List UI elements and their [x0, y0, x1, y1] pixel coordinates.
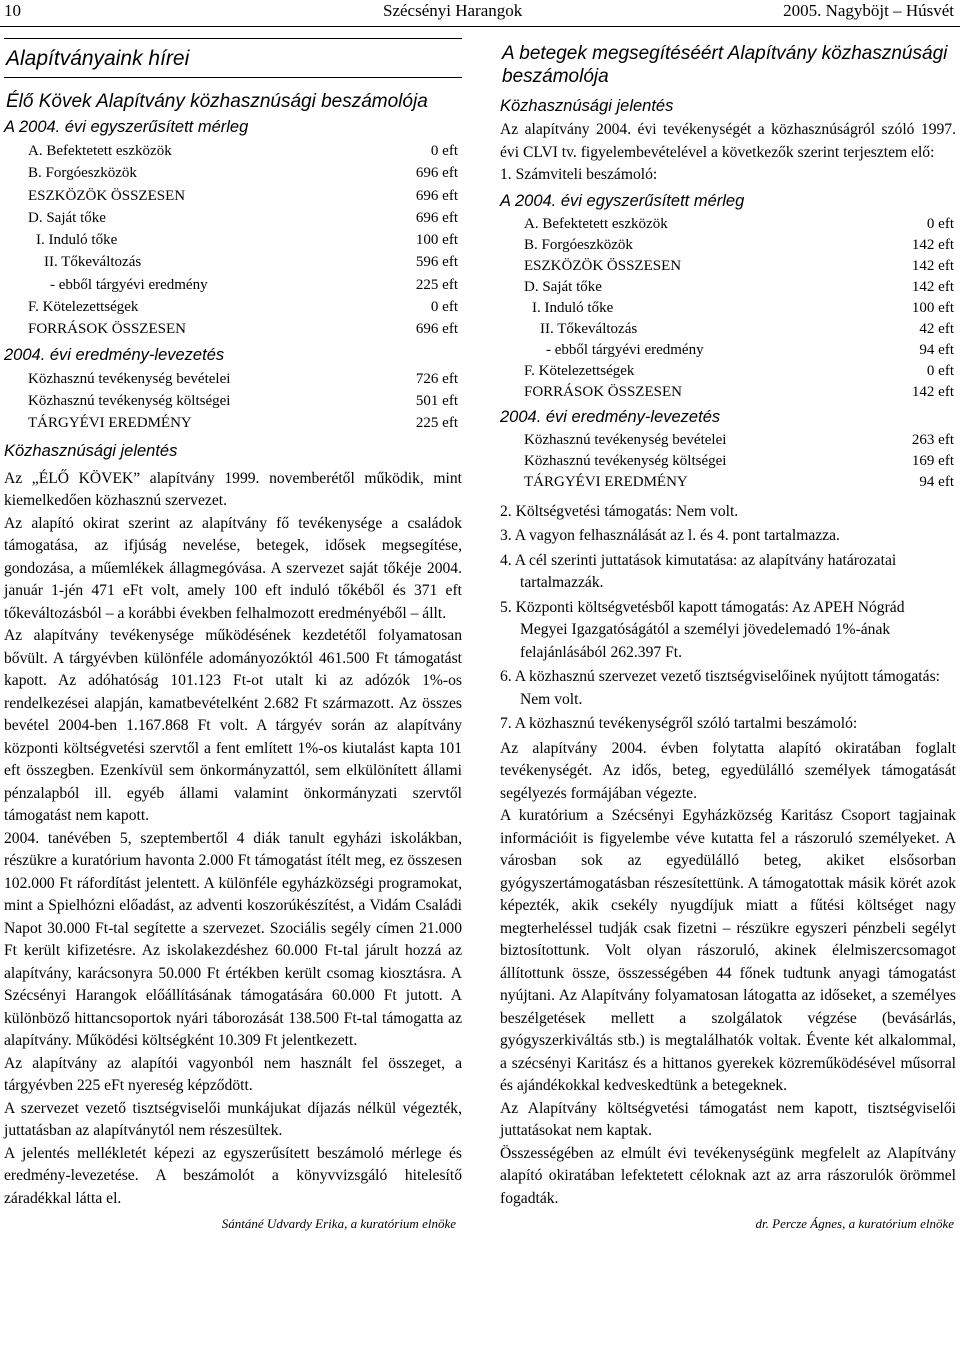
report-heading: Közhasznúsági jelentés [500, 97, 674, 115]
row-value: 0 eft [926, 362, 954, 379]
paragraph: Az alapítvány az alapítói vagyonból nem használt fel összeget, a tárgyévben 225 eFt nyereség képződött. [4, 1054, 462, 1095]
row-value: 225 eft [415, 415, 458, 432]
balance-table [524, 214, 954, 403]
table-row [28, 162, 458, 184]
signature: Sántáné Udvardy Erika, a kuratórium elnöke [221, 1216, 456, 1232]
paragraph: A kuratórium a Szécsényi Egyházközség Karitász Csoport tagjainak információit is figyelembe véve kutatta fel a rászoruló személyeket. A városban sok az egyedülálló beteg, akiket elsősorban gyógyszertámogatásban részesítettünk. A támogatottak másik körét azok képezték, akik csekély nyugdíjuk miatt a fűtési költséget nagy megterheléssel tudják csak fizetni – részükre egyszeri pénzbeli segélyt biztosítottunk. Volt olyan rászoruló, akinek élelmiszercsomagot állítottunk össze, összességében 44 főnek tudtunk anyagi támogatást nyújtani. Az Alapítvány folyamatosan látogatta az időseket, a személyes beszélgetések mellett a szolgálatok végzése (bevásárlás, gyógyszerkiváltás stb.) is megtalálhatók voltak. Évente két alkalommal, a szécsényi Karitász és a hittanos gyerekek közreműködésével műsorral és ajándékokkal kedveskedtünk a betegeknek. [500, 807, 956, 1094]
left-column [4, 30, 462, 1232]
row-label: ESZKÖZÖK ÖSSZESEN [524, 257, 682, 274]
row-value: 696 eft [415, 187, 458, 204]
row-label: TÁRGYÉVI EREDMÉNY [28, 415, 192, 432]
list-item: 7. A közhasznú tevékenységről szóló tartalmi beszámoló: [500, 715, 858, 732]
section-title: Alapítványaink hírei [4, 38, 462, 78]
table-row [524, 256, 954, 277]
row-label: I. Induló tőke [36, 232, 118, 249]
row-value: 0 eft [926, 215, 954, 232]
list-item: 3. A vagyon felhasználását az l. és 4. pont tartalmazza. [500, 527, 840, 544]
table-row [524, 430, 954, 451]
table-row [28, 412, 458, 434]
table-row [524, 319, 954, 340]
row-value: 696 eft [415, 321, 458, 338]
row-label: B. Forgóeszközök [524, 236, 633, 253]
income-table [28, 368, 458, 435]
publication-title: Szécsényi Harangok [383, 1, 523, 20]
balance-table [28, 140, 458, 341]
table-row [28, 251, 458, 273]
page-header [0, 0, 960, 26]
row-value: 142 eft [911, 236, 954, 253]
row-label: II. Tőkeváltozás [44, 254, 142, 271]
report-heading: Közhasznúsági jelentés [4, 441, 178, 460]
paragraph: Az alapító okirat szerint az alapítvány fő tevékenysége a családok támogatása, az ifjúság nevelése, betegek, idősek megsegítése, gondozása, a műemlékek állagmegóvása. A szervezet saját tőkéje 2004. január 1-jén 471 eFt volt, amely 100 eft induló tőkéből és 371 eft tőkeváltozásból – a korábbi években felhalmozott eredményéből – állt. [4, 514, 462, 622]
row-label: I. Induló tőke [532, 299, 614, 316]
issue-label: 2005. Nagyböjt – Húsvét [783, 1, 954, 20]
row-label: TÁRGYÉVI EREDMÉNY [524, 473, 688, 490]
article-body [500, 738, 956, 1211]
row-label: FORRÁSOK ÖSSZESEN [524, 383, 682, 400]
paragraph: Az alapítvány tevékenysége működésének kezdetétől folyamatosan bővült. A tárgyévben különféle adományozóktól 461.500 Ft támogatást kapott. Az adóhatóság 101.123 Ft-ot utalt ki az adózók 1%-os rendelkezései alapján, kamatbevételként 2.682 Ft származott. Az összes bevétel 2004-ben 1.167.868 Ft volt. A tárgyév során az alapítvány központi költségvetési szervtől a fent említett 1%-os kiutalást kapta 101 eft összegben. Ezenkívül sem önkormányzattól, sem elkülönített állami pénzalapból ill. egyéb állami valamint önkormányzati szervtől támogatást nem kapott. [4, 627, 462, 825]
balance-heading: A 2004. évi egyszerűsített mérleg [500, 191, 745, 210]
row-label: F. Kötelezettségek [524, 362, 635, 379]
table-row [524, 340, 954, 361]
list-item: 5. Központi költségvetésből kapott támogatás: Az APEH Nógrád Megyei Igazgatóságától a személyi jövedelemadó 1%-ának felajánlásából 262.397 Ft. [500, 598, 905, 661]
list-item: 4. A cél szerinti juttatások kimutatása: az alapítvány határozatai tartalmazzák. [500, 551, 897, 591]
table-row [524, 277, 954, 298]
row-value: 726 eft [415, 370, 458, 387]
table-row [524, 214, 954, 235]
list-item: 2. Költségvetési támogatás: Nem volt. [500, 502, 739, 520]
paragraph: Az Alapítvány költségvetési támogatást nem kapott, tisztségviselői juttatásokat nem kaptak. [500, 1099, 956, 1139]
table-row [524, 235, 954, 256]
article-body [4, 468, 462, 1211]
row-label: FORRÁSOK ÖSSZESEN [28, 321, 186, 338]
row-value: 142 eft [911, 257, 954, 274]
article-title: A betegek megsegítéséért Alapítvány közhasznúsági beszámolója [502, 43, 948, 87]
report-items [500, 501, 956, 736]
paragraph: A jelentés mellékletét képezi az egyszerűsített beszámoló mérlege és eredmény-levezetése. A beszámolót a könyvvizsgáló hitelesítő záradékkal látta el. [4, 1144, 462, 1207]
row-label: B. Forgóeszközök [28, 165, 137, 182]
paragraph: Az alapítvány 2004. évben folytatta alapító okiratában foglalt tevékenységét. Az idős, beteg, egyedülálló személyek támogatását segélyezés formájában végezte. [500, 739, 956, 802]
intro-paragraph: Az alapítvány 2004. évi tevékenységét a közhasznúságról szóló 1997. évi CLVI tv. figyelembevételével a következők szerint terjesztem elő: [500, 121, 956, 161]
row-value: 100 eft [911, 299, 954, 316]
row-value: 94 eft [919, 341, 954, 358]
row-value: 0 eft [430, 143, 458, 159]
row-label: Közhasznú tevékenység költségei [28, 392, 231, 409]
table-row [28, 185, 458, 207]
table-row [524, 382, 954, 403]
paragraph: 2004. tanévében 5, szeptembertől 4 diák tanult egyházi iskolákban, részükre a kuratórium havonta 2.000 Ft támogatást ítélt meg, ez összesen 102.000 Ft ráfordítást jelentett. A különféle egyházközségi programokat, mint a Spielhózni előadást, az adventi koszorúkészítést, a Vidám Családi Napot 30.000 Ft-tal segítette a szervezet. Szociális segély címen 21.000 Ft került kifizetésre. Az iskolakezdéshez 60.000 Ft-tal járult hozzá az alapítvány, karácsonyra 50.000 Ft értékben került csomag kiosztásra. A Szécsényi Harangok előállításának támogatására 60.000 Ft jutott. A különböző hittancsoportok nyári táborozását 138.500 Ft-tal támogatta az alapítvány. Működési költségként 10.309 Ft jelentkezett. [4, 829, 462, 1050]
page-number: 10 [4, 1, 21, 20]
row-value: 263 eft [911, 431, 954, 448]
income-heading: 2004. évi eredmény-levezetés [4, 345, 225, 364]
row-value: 169 eft [911, 452, 954, 469]
row-value: 0 eft [430, 299, 458, 316]
row-value: 596 eft [415, 254, 458, 271]
table-row [524, 472, 954, 493]
row-value: 42 eft [919, 320, 954, 337]
article-title: Élő Kövek Alapítvány közhasznúsági beszámolója [6, 91, 428, 112]
row-label: D. Saját tőke [524, 278, 602, 295]
row-label: Közhasznú tevékenység bevételei [28, 370, 231, 387]
paragraph: Összességében az elmúlt évi tevékenységünk megfelelt az Alapítvány alapító okiratában lefektetett céloknak azt az arra rászorulók örömmel fogadták. [500, 1144, 956, 1207]
row-label: ESZKÖZÖK ÖSSZESEN [28, 187, 186, 204]
paragraph: Az „ÉLŐ KÖVEK” alapítvány 1999. novemberétől működik, mint kiemelkedően közhasznú szervezet. [4, 469, 462, 510]
row-label: F. Kötelezettségek [28, 299, 139, 316]
paragraph: A szervezet vezető tisztségviselői munkájukat díjazás nélkül végezték, juttatásban az alapítványtól nem részesültek. [4, 1099, 462, 1140]
signature: dr. Percze Ágnes, a kuratórium elnöke [755, 1216, 954, 1231]
row-value: 142 eft [911, 278, 954, 295]
row-value: 94 eft [919, 473, 954, 490]
header-rule [0, 26, 960, 27]
row-value: 142 eft [911, 383, 954, 400]
row-label: A. Befektetett eszközök [524, 215, 668, 232]
row-value: 696 eft [415, 209, 458, 226]
row-value: 100 eft [415, 232, 458, 249]
table-row [28, 318, 458, 340]
row-label: - ebből tárgyévi eredmény [50, 276, 208, 293]
row-label: Közhasznú tevékenység költségei [524, 452, 727, 469]
table-row [28, 207, 458, 229]
row-label: Közhasznú tevékenység bevételei [524, 431, 727, 448]
row-value: 696 eft [415, 165, 458, 182]
row-value: 225 eft [415, 276, 458, 293]
row-label: II. Tőkeváltozás [540, 320, 638, 337]
table-row [28, 368, 458, 390]
row-label: D. Saját tőke [28, 209, 106, 226]
income-table [524, 430, 954, 493]
item-1: 1. Számviteli beszámoló: [500, 166, 658, 183]
table-row [28, 390, 458, 412]
table-row [524, 451, 954, 472]
row-label: A. Befektetett eszközök [28, 143, 172, 159]
table-row [28, 296, 458, 318]
row-label: - ebből tárgyévi eredmény [546, 341, 704, 358]
list-item: 6. A közhasznú szervezet vezető tisztségviselőinek nyújtott támogatás: Nem volt. [500, 668, 940, 708]
table-row [524, 298, 954, 319]
right-column [500, 30, 956, 1232]
table-row [28, 274, 458, 296]
table-row [28, 229, 458, 251]
income-heading: 2004. évi eredmény-levezetés [500, 407, 721, 426]
balance-heading: A 2004. évi egyszerűsített mérleg [4, 118, 249, 136]
row-value: 501 eft [415, 392, 458, 409]
table-row [524, 361, 954, 382]
table-row [28, 140, 458, 162]
